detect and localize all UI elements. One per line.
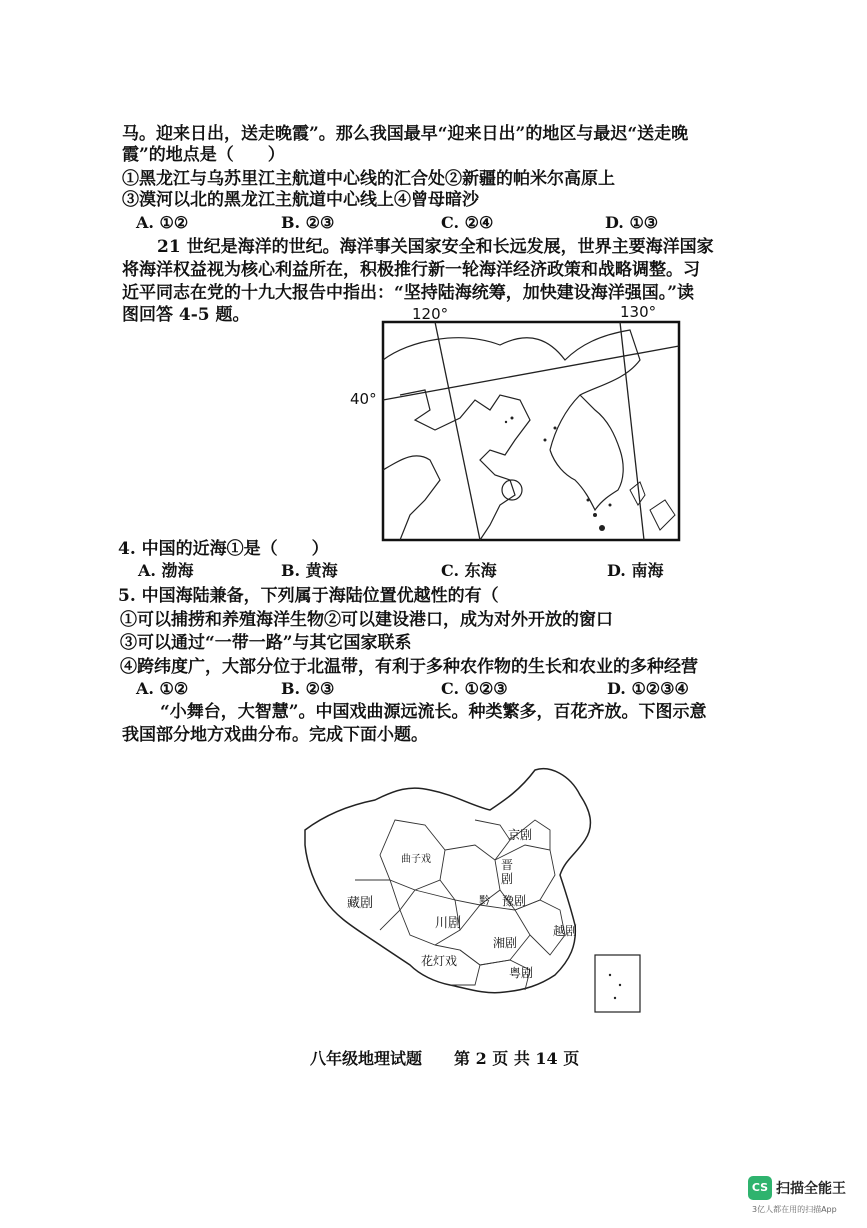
q5-stem: 5. 中国海陆兼备，下列属于海陆位置优越性的有（ [118, 586, 499, 606]
q5-option-d: D. ①②③④ [607, 679, 689, 698]
map2-label-yuju: 豫剧 [502, 894, 527, 908]
scanner-name: 扫描全能王 [776, 1181, 846, 1197]
map1-lon-right-label: 130° [620, 303, 657, 321]
q3-item-line2: ③漠河以北的黑龙江主航道中心线上④曾母暗沙 [122, 190, 479, 210]
map1-lat-label: 40° [350, 390, 377, 408]
map2-label-zangju: 藏剧 [347, 896, 374, 911]
q5-item1: ①可以捕捞和养殖海洋生物②可以建设港口，成为对外开放的窗口 [120, 610, 613, 630]
q4-option-d: D. 南海 [607, 561, 664, 580]
map2-label-xiangju: 湘剧 [493, 936, 518, 950]
map2-label-yueju-guangdong: 粤剧 [509, 966, 534, 980]
map2-label-huadengxi: 花灯戏 [421, 954, 458, 968]
q5-item3: ④跨纬度广，大部分位于北温带，有利于多种农作物的生长和农业的多种经营 [120, 657, 698, 677]
passage2-line2: 我国部分地方戏曲分布。完成下面小题。 [122, 725, 428, 745]
page-footer: 八年级地理试题 第 2 页 共 14 页 [310, 1049, 580, 1068]
scanner-subtitle: 3亿人都在用的扫描App [752, 1205, 837, 1214]
map2-label-small: 黔 [479, 894, 490, 907]
passage2-line1: “小舞台，大智慧”。中国戏曲源远流长。种类繁多，百花齐放。下图示意 [160, 702, 707, 722]
east-asia-sea-map [340, 300, 690, 545]
q4-stem: 4. 中国的近海①是（ ） [118, 539, 329, 559]
map2-label-jinju: 晋剧 [501, 858, 514, 886]
q5-option-b: B. ②③ [281, 679, 335, 698]
map1-lon-left-label: 120° [412, 305, 449, 323]
q3-option-c: C. ②④ [441, 213, 494, 232]
passage1-line2: 将海洋权益视为核心利益所在，积极推行新一轮海洋经济政策和战略调整。习 [122, 260, 700, 280]
map2-label-chuanju: 川剧 [435, 916, 462, 931]
map2-label-quzixi: 曲子戏 [401, 854, 431, 865]
q3-option-d: D. ①③ [605, 213, 659, 232]
scanner-logo-icon: CS [748, 1176, 772, 1200]
scanner-watermark [748, 1176, 856, 1220]
passage1-line3: 近平同志在党的十九大报告中指出：“坚持陆海统筹，加快建设海洋强国。”读 [122, 283, 695, 303]
q5-option-a: A. ①② [136, 679, 189, 698]
q4-option-a: A. 渤海 [138, 561, 194, 580]
china-opera-map [295, 760, 645, 1020]
q5-option-c: C. ①②③ [441, 679, 508, 698]
q3-text-line2: 霞”的地点是（ ） [122, 145, 285, 165]
map2-label-yueju-zhejiang: 越剧 [553, 924, 578, 938]
q3-option-a: A. ①② [136, 213, 189, 232]
passage1-line1: 21 世纪是海洋的世纪。海洋事关国家安全和长远发展，世界主要海洋国家 [157, 237, 714, 257]
passage1-line4: 图回答 4-5 题。 [122, 305, 250, 325]
q4-option-b: B. 黄海 [281, 561, 338, 580]
q3-text-line1: 马。迎来日出，送走晚霞”。那么我国最早“迎来日出”的地区与最迟“送走晚 [122, 124, 689, 144]
q5-item2: ③可以通过“一带一路”与其它国家联系 [120, 633, 412, 653]
map2-label-jingju: 京剧 [508, 828, 533, 842]
q3-option-b: B. ②③ [281, 213, 335, 232]
q3-item-line1: ①黑龙江与乌苏里江主航道中心线的汇合处②新疆的帕米尔高原上 [122, 169, 615, 189]
q4-option-c: C. 东海 [441, 561, 497, 580]
